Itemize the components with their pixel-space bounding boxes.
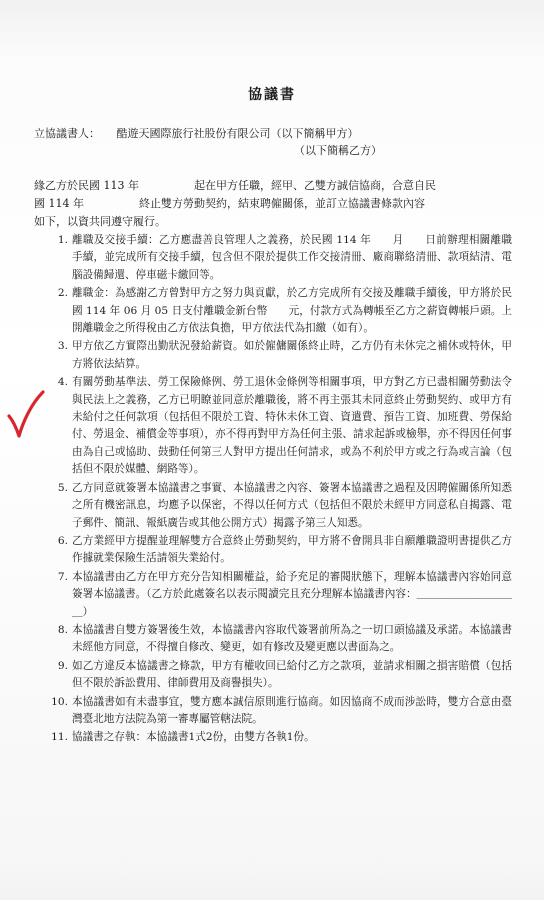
clause-number: 9.: [57, 659, 68, 672]
intro-line: 如下，以資共同遵守履行。: [34, 215, 166, 228]
clause-item: [34, 232, 512, 284]
clause-number: 10.: [51, 695, 68, 708]
clause-text: 離職金：為感謝乙方曾對甲方之努力與貢獻，於乙方完成所有交接及離職手續後，甲方將於民國 114 年 06 月 05 日支付離職金新台幣 元，付款方式為轉帳至乙方之薪資轉帳戶頭。上開離職金之所得稅由乙方依法負擔，甲方依法代為扣繳（如有）。: [72, 287, 512, 335]
parties-block: [34, 125, 382, 159]
clause-number: 3.: [57, 340, 68, 353]
clause-item: [34, 533, 512, 568]
clause-number: 8.: [57, 623, 68, 636]
clause-item: [34, 729, 512, 746]
clause-number: 5.: [57, 481, 68, 494]
clause-item: [34, 374, 512, 478]
clause-text: 甲方依乙方實際出勤狀況發給薪資。如於僱傭關係終止時，乙方仍有未休完之補休或特休，甲方將依法結算。: [72, 340, 512, 370]
clause-number: 7.: [57, 570, 68, 583]
clause-item: [34, 622, 512, 657]
clause-item: [34, 480, 512, 532]
clause-text: 如乙方違反本協議書之條款，甲方有權收回已給付乙方之款項，並請求相關之損害賠償（包括但不限於訴訟費用、律師費用及商譽損失）。: [72, 659, 512, 690]
clause-number: 1.: [57, 234, 68, 246]
clause-number: 6.: [57, 534, 68, 547]
clause-text: 乙方業經甲方提醒並理解雙方合意終止勞動契約，甲方將不會開具非自願離職證明書提供乙方作據就業保險生活請領失業給付。: [72, 534, 512, 565]
clause-number: 2.: [57, 287, 68, 300]
clause-item: [34, 285, 512, 337]
clause-text: 本協議書由乙方在甲方充分告知相關權益，給予充足的審閱狀態下，理解本協議書內容始同意簽署本協議書。（乙方於此處簽名以表示閱讀完且充分理解本協議書內容：＿＿＿＿＿＿＿＿＿＿）: [72, 570, 512, 618]
clause-text: 有關勞動基準法、勞工保險條例、勞工退休金條例等相關事項，甲方對乙方已盡相關勞動法令與民法上之義務，乙方已明瞭並同意於離職後，將不再主張其未同意終止勞動契約、或甲方有未給付之任何款項（包括但不限於工資、特休未休工資、資遣費、預告工資、加班費、勞保給付、勞退金、補償金等事項），亦不得再對甲方為任何主張、請求起訴或檢舉，亦不得因任何事由為自己或協助、鼓動任何第三人對甲方提出任何請求，或為不利於甲方或之行為或言論（包括但不限於媒體、網路等）。: [72, 376, 512, 476]
clause-item: [34, 658, 512, 693]
page-bottom-fade: [0, 860, 544, 900]
intro-paragraph: [34, 177, 512, 231]
clause-number: 4.: [57, 376, 68, 389]
clause-text: 乙方同意就簽署本協議書之事實、本協議書之內容、簽署本協議書之過程及因聘僱關係所知悉之所有機密訊息，均應予以保密，不得以任何方式（包括但不限於未經甲方同意私自揭露、電子郵件、簡訊、報紙廣告或其他公開方式）揭露予第三人知悉。: [72, 481, 512, 529]
party-b-line: （以下簡稱乙方）: [294, 144, 382, 157]
intro-line: 緣乙方於民國 113 年 起在甲方任職，經甲、乙雙方誠信協商，合意自民: [34, 179, 436, 192]
clause-number: 11.: [51, 731, 68, 744]
clause-text: 本協議書自雙方簽署後生效，本協議書內容取代簽署前所為之一切口頭協議及承諾。本協議書未經他方同意，不得擅自修改、變更，如有修改及變更應以書面為之。: [72, 623, 512, 654]
clause-text: 協議書之存執：本協議書1式2份，由雙方各執1份。: [72, 731, 315, 744]
clause-item: [34, 694, 512, 729]
intro-line: 國 114 年 終止雙方勞動契約，結束聘僱關係，並訂立協議書條款內容: [34, 197, 425, 210]
scan-shadow: [0, 0, 544, 60]
clause-text: 離職及交接手續：乙方應盡善良管理人之義務，於民國 114 年 月 日前辦理相關離職手續，並完成所有交接手續，包含但不限於提供工作交接清冊、廠商聯絡清冊、款項結清、電腦設備歸還、停車磁卡繳回等。: [72, 234, 512, 281]
clause-item: [34, 569, 512, 621]
party-a-line: 立協議書人： 酷遊天國際旅行社股份有限公司（以下簡稱甲方）: [34, 127, 359, 140]
clause-item: [34, 338, 512, 373]
document-title: 協議書: [248, 87, 296, 103]
clause-list: [34, 232, 512, 748]
clause-text: 本協議書如有未盡事宜，雙方應本誠信原則進行協商。如因協商不成而涉訟時，雙方合意由臺灣臺北地方法院為第一審專屬管轄法院。: [72, 695, 512, 725]
